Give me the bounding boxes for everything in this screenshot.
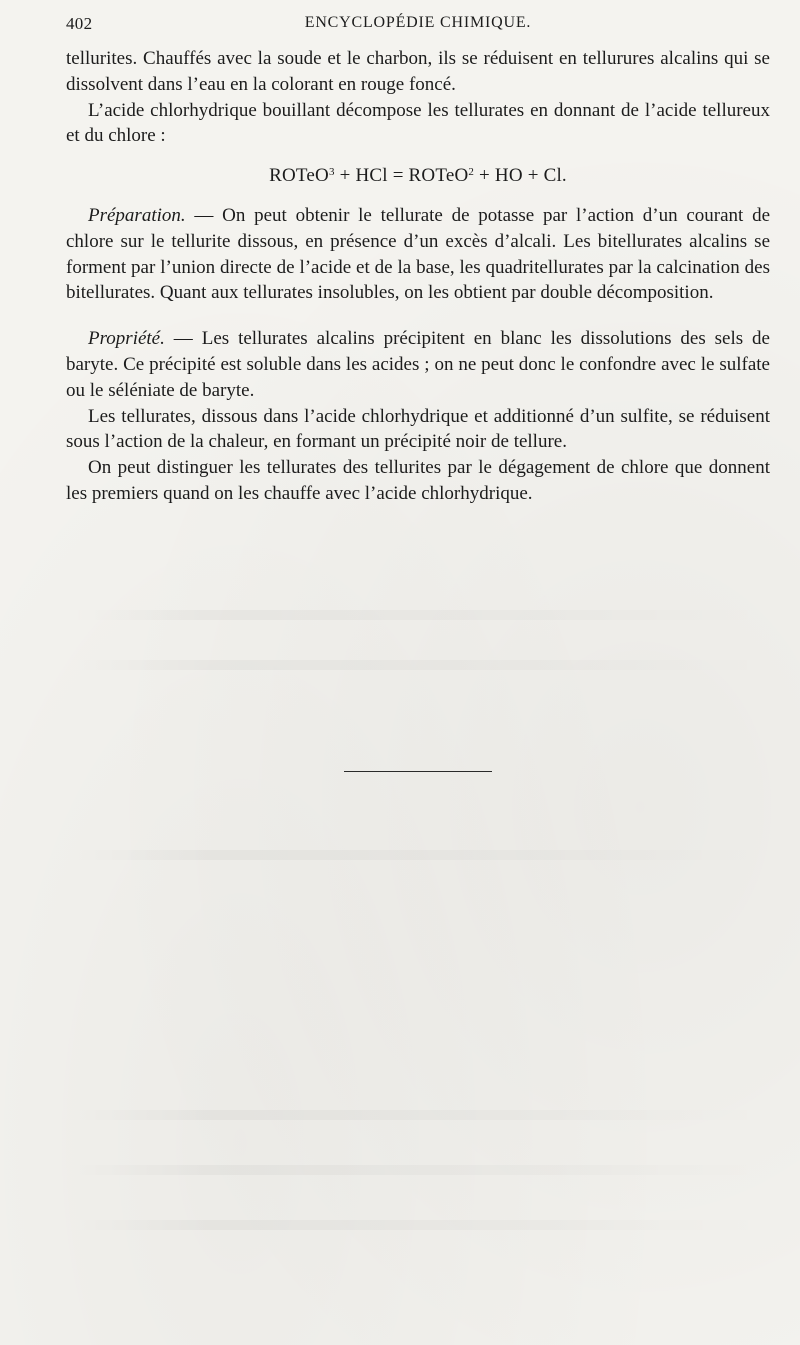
bleed-through-shadow [70,1110,770,1120]
chemical-equation [66,163,770,189]
bleed-through-shadow [70,1220,770,1230]
equation-part: ROTeO [269,165,329,187]
equation-superscript: 3 [328,166,335,179]
paragraph-propriete [66,326,770,403]
body-text [66,46,770,507]
paragraph-chlore: On peut distinguer les tellurates des tellurites par le dégagement de chlore que donnent les premiers quand on les chauffe avec l’acide chlorhydrique. [66,457,770,504]
paragraph-acide-chlorhydrique: L’acide chlorhydrique bouillant décompose les tellurates en donnant de l’acide tellureux et du chlore : [66,99,770,147]
section-label-propriete: Propriété. [88,328,165,350]
paragraph-preparation-text: — On peut obtenir le tellurate de potasse par l’action d’un courant de chlore sur le tellurite dissous, en présence d’un excès d’alcali. Les bitellurates alcalins se forment par l’union directe de l’acide et de la base, les quadritellurates par la calcination des bitellurates. Quant aux tellurates insolubles, on les obtient par double décomposition. [66,204,770,304]
running-title: ENCYCLOPÉDIE CHIMIQUE. [304,14,532,31]
bleed-through-shadow [70,850,770,860]
paragraph-preparation [66,203,770,306]
section-divider-rule [344,771,492,772]
paragraph-sulfite: Les tellurates, dissous dans l’acide chlorhydrique et additionné d’un sulfite, se réduisent sous l’action de la chaleur, en formant un précipité noir de tellure. [66,405,770,453]
page-header [66,14,770,38]
section-label-preparation: Préparation. [88,204,186,226]
paragraph-tellurites: tellurites. Chauffés avec la soude et le charbon, ils se réduisent en tellurures alcalins qui se dissolvent dans l’eau en la colorant en rouge foncé. [66,48,770,95]
bleed-through-shadow [70,1165,770,1175]
equation-part: + HCl = ROTeO [334,165,469,187]
equation-part: + HO + Cl. [474,165,567,187]
bleed-through-shadow [70,610,770,620]
paragraph-propriete-text: — Les tellurates alcalins précipitent en blanc les dissolutions des sels de baryte. Ce précipité est soluble dans les acides ; on ne peut donc le confondre avec le sulfate ou le séléniate de baryte. [66,328,770,401]
bleed-through-shadow [70,660,770,670]
page-number: 402 [66,14,93,33]
equation-superscript: 2 [468,166,475,179]
